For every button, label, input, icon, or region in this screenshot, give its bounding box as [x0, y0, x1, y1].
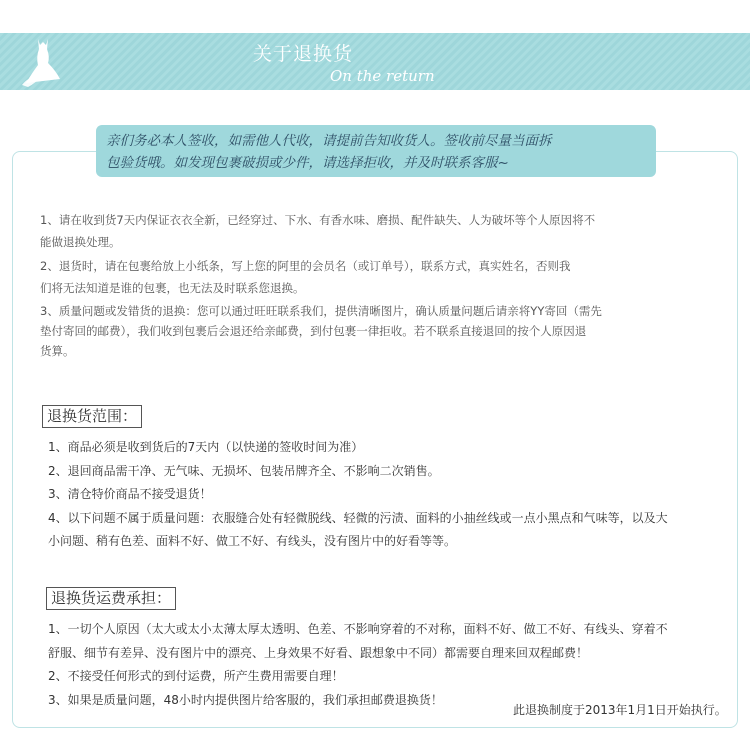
text-line: 们将无法知道是谁的包裹，也无法及时联系您退换。 [40, 281, 305, 295]
list-item: 2、不接受任何形式的到付运费，所产生费用需要自理！ [48, 669, 344, 683]
text-line: 2、退货时，请在包裹给放上小纸条，写上您的阿里的会员名（或订单号），联系方式，真实姓名，否则我 [40, 259, 571, 273]
text-line: 能做退换处理。 [40, 235, 121, 249]
list-item: 小问题、稍有色差、面料不好、做工不好、有线头，没有图片中的好看等等。 [48, 534, 457, 548]
list-item: 1、商品必须是收到货后的7天内（以快递的签收时间为准） [48, 440, 364, 454]
intro-paragraph-3 [40, 301, 725, 361]
list-item: 3、如果是质量问题，48小时内提供图片给客服的，我们承担邮费退换货！ [48, 692, 443, 707]
intro-paragraph-1 [40, 209, 720, 253]
list-item: 3、清仓特价商品不接受退货！ [48, 487, 212, 501]
notice-line: 包验货哦。如发现包裹破损或少件，请选择拒收，并及时联系客服~ [106, 155, 509, 171]
list-item: 4、以下问题不属于质量问题：衣服缝合处有轻微脱线、轻微的污渍、面料的小抽丝线或一点小黑点和气味等，以及大 [48, 510, 668, 525]
text-line: 垫付寄回的邮费），我们收到包裹后会退还给亲邮费，到付包裹一律拒收。若不联系直接退回的按个人原因退 [40, 324, 587, 338]
text-line: 3、质量问题或发错货的退换：您可以通过旺旺联系我们，提供清晰图片，确认质量问题后请亲将YY寄回（需先 [40, 304, 602, 318]
intro-paragraph-2 [40, 255, 700, 299]
notice-box [96, 125, 656, 177]
list-item: 1、一切个人原因（太大或太小太薄太厚太透明、色差、不影响穿着的不对称，面料不好、做工不好、有线头、穿着不 [48, 622, 668, 636]
page-title: 关于退换货 [253, 43, 354, 65]
page-subtitle: On the return [330, 67, 435, 85]
shipping-list [48, 618, 726, 712]
shipping-section-title: 退换货运费承担： [46, 587, 176, 610]
list-item: 舒服、细节有差异、没有图片中的漂亮、上身效果不好看、跟想象中不同）都需要自理来回双程邮费！ [48, 645, 589, 660]
dress-silhouette-icon [18, 35, 68, 89]
policy-effective-note: 此退换制度于2013年1月1日开始执行。 [513, 703, 727, 717]
header-banner [0, 33, 750, 90]
list-item: 2、退回商品需干净、无气味、无损坏、包装吊牌齐全、不影响二次销售。 [48, 463, 440, 478]
scope-section-title: 退换货范围： [42, 405, 142, 428]
text-line: 货算。 [40, 344, 75, 358]
notice-line: 亲们务必本人签收，如需他人代收，请提前告知收货人。签收前尽量当面拆 [106, 133, 552, 149]
scope-list [48, 436, 726, 554]
text-line: 1、请在收到货7天内保证衣衣全新，已经穿过、下水、有香水味、磨损、配件缺失、人为破坏等个人原因将不 [40, 213, 596, 227]
